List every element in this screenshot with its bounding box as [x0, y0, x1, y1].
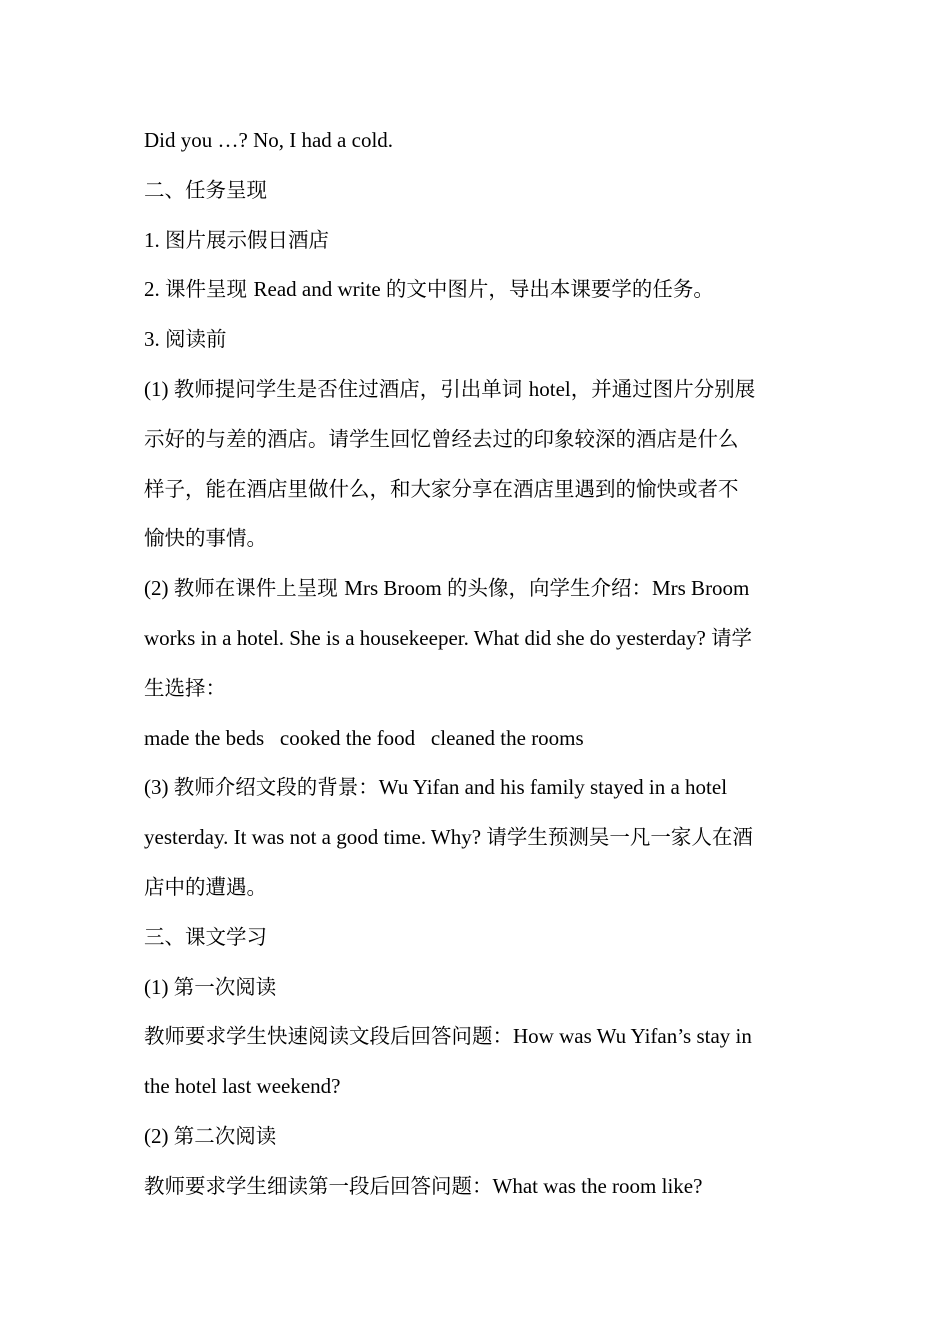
pre-reading-item-3 [144, 763, 814, 813]
text-segment: 课件呈现 [165, 277, 254, 302]
pre-reading-item-2-cont [144, 614, 814, 664]
text-segment: How was Wu Yifan’s stay in [513, 1024, 752, 1049]
text-segment: 生选择： [144, 675, 226, 700]
text-segment: 请学生预测吴一凡一家人在酒 [486, 825, 753, 850]
text-segment: Mrs Broom [344, 576, 447, 601]
pre-reading-item-3-cont [144, 813, 814, 863]
text-segment: hotel [528, 376, 571, 401]
text-segment: the hotel last weekend? [144, 1074, 341, 1099]
pre-reading-item-1-cont [144, 465, 814, 515]
section-heading-task-presentation [144, 166, 814, 216]
text-segment: ，并通过图片分别展 [570, 376, 756, 401]
text-segment: 教师介绍文段的背景： [173, 775, 379, 800]
text-segment: (3) [144, 775, 174, 800]
first-reading-heading [144, 963, 814, 1013]
text-segment: 教师提问学生是否住过酒店，引出单词 [173, 376, 529, 401]
pre-reading-item-2 [144, 564, 814, 614]
text-segment: Mrs Broom [651, 576, 750, 601]
choice-options-line [144, 714, 814, 764]
text-segment: yesterday. It was not a good time. Why? [144, 825, 487, 850]
text-segment: 3. [144, 327, 165, 352]
text-segment: What was the room like? [492, 1173, 703, 1198]
text-segment: 第一次阅读 [173, 974, 277, 999]
text-segment: 教师要求学生快速阅读文段后回答问题： [144, 1024, 513, 1049]
step-2-courseware [144, 265, 814, 315]
second-reading-heading [144, 1112, 814, 1162]
step-3-pre-reading [144, 315, 814, 365]
text-segment: 示好的与差的酒店。请学生回忆曾经去过的印象较深的酒店是什么 [144, 426, 739, 451]
text-segment: 三、课文学习 [144, 924, 267, 949]
text-segment: 的头像，向学生介绍： [446, 576, 652, 601]
text-segment: 阅读前 [165, 327, 227, 352]
text-segment: 1. [144, 227, 165, 252]
text-segment: 图片展示假日酒店 [165, 227, 329, 252]
first-reading-question-cont [144, 1062, 814, 1112]
text-segment: 2. [144, 277, 165, 302]
second-reading-question [144, 1162, 814, 1212]
text-segment: 教师在课件上呈现 [173, 576, 345, 601]
text-segment: Read and write [253, 277, 386, 302]
text-segment: (2) [144, 1123, 174, 1148]
text-segment: (2) [144, 576, 174, 601]
text-segment: works in a hotel. She is a housekeeper. What did she do yesterday? [144, 625, 712, 650]
section-heading-text-study [144, 913, 814, 963]
text-segment: 教师要求学生细读第一段后回答问题： [144, 1173, 493, 1198]
pre-reading-item-1-cont [144, 514, 814, 564]
pre-reading-item-2-cont [144, 664, 814, 714]
document-body [144, 116, 814, 1212]
text-segment: Did you …? No, I had a cold. [144, 128, 394, 152]
text-segment: 的文中图片，导出本课要学的任务。 [385, 277, 714, 302]
text-segment: (1) [144, 376, 174, 401]
text-segment: 愉快的事情。 [144, 526, 267, 551]
dialogue-line [144, 116, 814, 166]
step-1-show-pictures [144, 216, 814, 266]
pre-reading-item-1 [144, 365, 814, 415]
text-segment: 第二次阅读 [173, 1123, 277, 1148]
text-segment: made the beds cooked the food cleaned the rooms [144, 725, 584, 750]
text-segment: Wu Yifan and his family stayed in a hotel [378, 775, 728, 800]
text-segment: 二、任务呈现 [144, 177, 267, 202]
text-segment: 请学 [711, 625, 753, 650]
first-reading-question [144, 1012, 814, 1062]
text-segment: (1) [144, 974, 174, 999]
pre-reading-item-1-cont [144, 415, 814, 465]
text-segment: 样子，能在酒店里做什么，和大家分享在酒店里遇到的愉快或者不 [144, 476, 739, 501]
pre-reading-item-3-cont [144, 863, 814, 913]
text-segment: 店中的遭遇。 [144, 874, 267, 899]
